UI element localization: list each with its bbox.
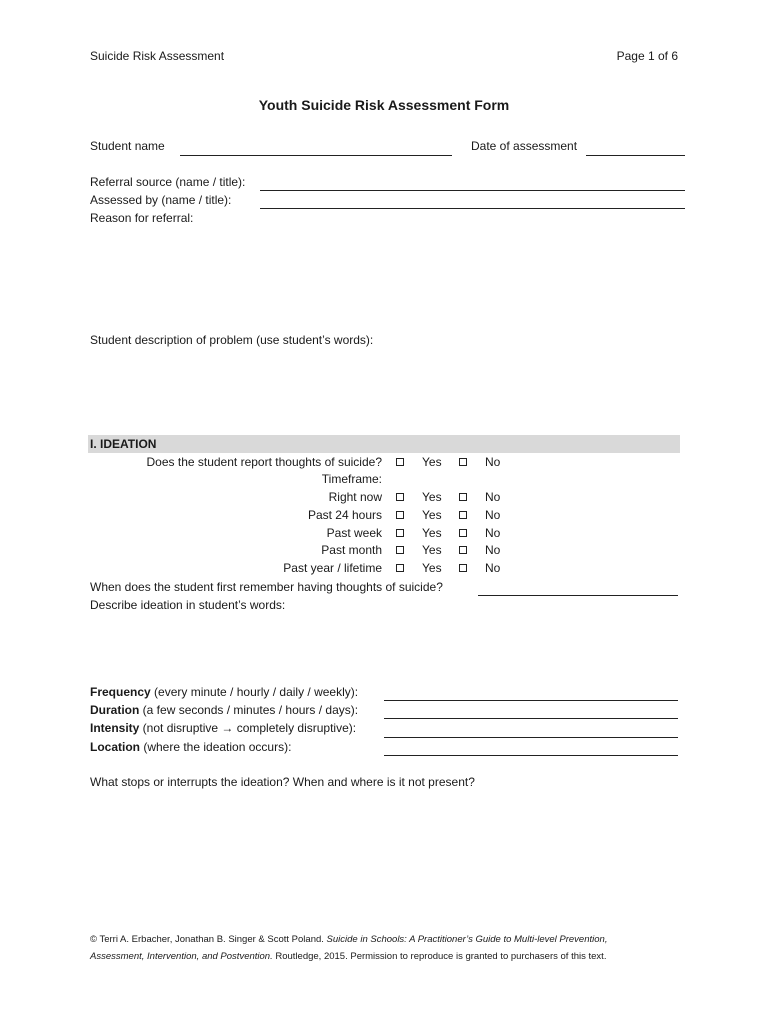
assessed-by-field[interactable] (260, 208, 685, 209)
past-week-yes-checkbox[interactable] (396, 529, 404, 537)
frequency-term: Frequency (90, 685, 151, 699)
thoughts-yes-label: Yes (422, 455, 442, 469)
past-month-no-label: No (485, 543, 501, 557)
right-now-yes-checkbox[interactable] (396, 493, 404, 501)
first-remember-field[interactable] (478, 595, 678, 596)
past-month-no-checkbox[interactable] (459, 546, 467, 554)
thoughts-yes-checkbox[interactable] (396, 458, 404, 466)
duration-term: Duration (90, 703, 140, 717)
location-term: Location (90, 740, 140, 754)
past-month-yes-checkbox[interactable] (396, 546, 404, 554)
location-hint: (where the ideation occurs): (140, 740, 292, 754)
referral-source-field[interactable] (260, 190, 685, 191)
student-name-label: Student name (90, 139, 165, 153)
past-week-no-label: No (485, 526, 501, 540)
duration-label (90, 703, 358, 717)
date-of-assessment-field[interactable] (586, 155, 685, 156)
timeframe-label-past-week: Past week (326, 526, 382, 540)
assessed-by-label: Assessed by (name / title): (90, 193, 232, 207)
duration-field[interactable] (384, 718, 678, 719)
intensity-term: Intensity (90, 721, 140, 735)
describe-ideation-label: Describe ideation in student’s words: (90, 598, 286, 612)
thoughts-no-checkbox[interactable] (459, 458, 467, 466)
page-number: Page 1 of 6 (616, 49, 678, 63)
location-field[interactable] (384, 755, 678, 756)
timeframe-label-past-month: Past month (321, 543, 382, 557)
past-month-yes-label: Yes (422, 543, 442, 557)
frequency-field[interactable] (384, 700, 678, 701)
footer-copyright: © Terri A. Erbacher, Jonathan B. Singer & Scott Poland. (90, 934, 327, 945)
right-now-no-label: No (485, 490, 501, 504)
past-year-yes-checkbox[interactable] (396, 564, 404, 572)
footer-line-2 (90, 948, 606, 965)
duration-hint: (a few seconds / minutes / hours / days): (139, 703, 359, 717)
past-24-hours-yes-label: Yes (422, 508, 442, 522)
thoughts-no-label: No (485, 455, 501, 469)
past-year-yes-label: Yes (422, 561, 442, 575)
past-year-no-checkbox[interactable] (459, 564, 467, 572)
timeframe-label-past-year: Past year / lifetime (283, 561, 382, 575)
right-now-no-checkbox[interactable] (459, 493, 467, 501)
past-24-hours-yes-checkbox[interactable] (396, 511, 404, 519)
frequency-label (90, 685, 358, 699)
footer-book-title-2: Assessment, Intervention, and Postvention. (90, 951, 273, 962)
intensity-hint: (not disruptive → completely disruptive): (139, 721, 357, 735)
header-left-text: Suicide Risk Assessment (90, 49, 225, 63)
right-now-yes-label: Yes (422, 490, 442, 504)
stops-question: What stops or interrupts the ideation? When and where is it not present? (90, 775, 475, 789)
referral-source-label: Referral source (name / title): (90, 175, 246, 189)
past-24-hours-no-checkbox[interactable] (459, 511, 467, 519)
past-24-hours-no-label: No (485, 508, 501, 522)
date-of-assessment-label: Date of assessment (471, 139, 578, 153)
timeframe-label: Timeframe: (321, 472, 382, 486)
footer-book-title-1: Suicide in Schools: A Practitioner’s Guide to Multi-level Prevention, (326, 934, 608, 945)
footer-publisher: Routledge, 2015. Permission to reproduce is granted to purchasers of this text. (272, 951, 607, 962)
ideation-section-heading: I. IDEATION (90, 437, 157, 451)
past-week-no-checkbox[interactable] (459, 529, 467, 537)
footer-line-1 (90, 931, 607, 948)
form-title: Youth Suicide Risk Assessment Form (258, 97, 510, 113)
timeframe-label-right-now: Right now (328, 490, 382, 504)
student-name-field[interactable] (180, 155, 452, 156)
intensity-field[interactable] (384, 737, 678, 738)
location-label (90, 740, 291, 754)
frequency-hint: (every minute / hourly / daily / weekly): (150, 685, 359, 699)
thoughts-question: Does the student report thoughts of suicide? (146, 455, 382, 469)
reason-for-referral-label: Reason for referral: (90, 211, 194, 225)
timeframe-label-past-24-hours: Past 24 hours (307, 508, 382, 522)
past-year-no-label: No (485, 561, 501, 575)
first-remember-question: When does the student first remember having thoughts of suicide? (90, 580, 443, 594)
intensity-label (90, 721, 356, 735)
ideation-section-bar (88, 435, 680, 453)
student-description-label: Student description of problem (use student’s words): (90, 333, 374, 347)
past-week-yes-label: Yes (422, 526, 442, 540)
